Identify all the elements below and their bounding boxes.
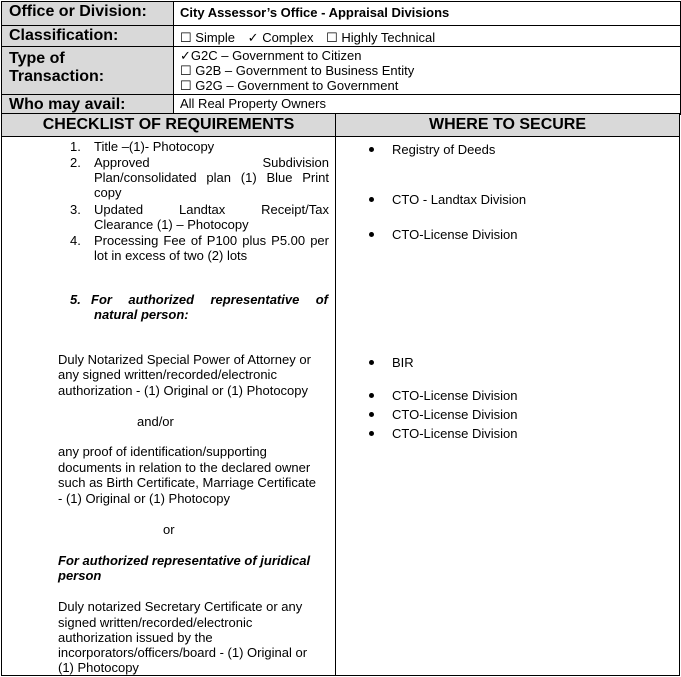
office-row	[2, 2, 681, 26]
where-item-6: CTO-License Division	[392, 407, 518, 422]
item5-number: 5.	[70, 292, 81, 307]
who-value: All Real Property Owners	[174, 95, 681, 115]
bullet-icon	[369, 197, 374, 202]
spa-line2: any signed written/recorded/electronic	[58, 367, 277, 382]
checkbox-empty-icon: ☐	[180, 30, 192, 45]
option-g2g-label: G2G – Government to Government	[195, 78, 399, 93]
checkmark-icon: ✓	[247, 30, 259, 45]
spa-line1: Duly Notarized Special Power of Attorney or	[58, 352, 311, 367]
where-item-2: CTO - Landtax Division	[392, 192, 527, 207]
option-g2c-label: G2C – Government to Citizen	[190, 48, 362, 63]
bullet-icon	[369, 393, 374, 398]
item1-text: Title –(1)- Photocopy	[94, 139, 215, 154]
classification-option-complex	[248, 30, 314, 45]
who-row	[2, 95, 681, 115]
option-g2b-label: G2B – Government to Business Entity	[195, 63, 415, 78]
proof-line1: any proof of identification/supporting	[58, 444, 267, 459]
secretary-line4: incorporators/officers/board - (1) Original or	[58, 645, 308, 660]
service-info-table	[1, 1, 681, 115]
transaction-option-g2b	[180, 63, 680, 78]
item3-line2: Clearance (1) – Photocopy	[94, 217, 249, 232]
bullet-icon	[369, 431, 374, 436]
proof-line2: documents in relation to the declared owner	[58, 460, 311, 475]
secretary-line1: Duly notarized Secretary Certificate or any	[58, 599, 303, 614]
classification-option-highly-technical	[326, 30, 435, 45]
transaction-label-line1: Type of	[9, 50, 65, 67]
item2-line1: Approved Subdivision	[94, 155, 329, 170]
proof-line3: such as Birth Certificate, Marriage Certificate	[58, 475, 316, 490]
item2-line3: copy	[94, 185, 122, 200]
transaction-option-g2c	[180, 48, 680, 63]
classification-options	[174, 26, 681, 47]
checklist-header: CHECKLIST OF REQUIREMENTS	[1, 113, 336, 137]
proof-line4: - (1) Original or (1) Photocopy	[58, 491, 230, 506]
transaction-option-g2g	[180, 78, 680, 93]
who-label: Who may avail:	[2, 95, 174, 115]
office-value: City Assessor’s Office - Appraisal Divisions	[174, 2, 681, 26]
item4-number: 4.	[70, 233, 81, 248]
transaction-label	[2, 47, 174, 95]
classification-row	[2, 26, 681, 47]
item2-number: 2.	[70, 155, 81, 170]
bullet-icon	[369, 412, 374, 417]
office-label: Office or Division:	[2, 2, 174, 26]
or-text: or	[163, 522, 175, 537]
transaction-row	[2, 47, 681, 95]
where-item-7: CTO-License Division	[392, 426, 518, 441]
item4-line2: lot in excess of two (2) lots	[94, 248, 248, 263]
option-highly-technical-label: Highly Technical	[341, 30, 436, 45]
item5-line1: For authorized representative of	[91, 292, 328, 307]
spa-line3: authorization - (1) Original or (1) Photocopy	[58, 383, 309, 398]
bullet-icon	[369, 147, 374, 152]
where-item-5: CTO-License Division	[392, 388, 518, 403]
secretary-line3: authorization issued by the	[58, 630, 213, 645]
transaction-label-line2: Transaction:	[9, 68, 105, 85]
where-column	[335, 136, 680, 676]
juridical-line2: person	[58, 568, 102, 583]
bullet-icon	[369, 232, 374, 237]
juridical-line1: For authorized representative of juridical	[58, 553, 311, 568]
classification-label: Classification:	[2, 26, 174, 47]
option-simple-label: Simple	[195, 30, 236, 45]
checkbox-empty-icon: ☐	[180, 63, 192, 78]
checkbox-empty-icon: ☐	[180, 78, 192, 93]
classification-option-simple	[180, 30, 235, 45]
where-header: WHERE TO SECURE	[335, 113, 680, 137]
secretary-line2: signed written/recorded/electronic	[58, 615, 253, 630]
checkmark-icon: ✓	[180, 48, 191, 63]
secretary-line5: (1) Photocopy	[58, 660, 139, 675]
transaction-options	[174, 47, 681, 95]
where-item-1: Registry of Deeds	[392, 142, 496, 157]
bullet-icon	[369, 360, 374, 365]
and-or-text: and/or	[137, 414, 174, 429]
item3-number: 3.	[70, 202, 81, 217]
item4-line1: Processing Fee of P100 plus P5.00 per	[94, 233, 329, 248]
option-complex-label: Complex	[262, 30, 314, 45]
item1-number: 1.	[70, 139, 81, 154]
checkbox-empty-icon: ☐	[326, 30, 338, 45]
where-item-3: CTO-License Division	[392, 227, 518, 242]
item2-line2: Plan/consolidated plan (1) Blue Print	[94, 170, 329, 185]
where-item-4: BIR	[392, 355, 414, 370]
item3-line1: Updated Landtax Receipt/Tax	[94, 202, 329, 217]
item5-line2: natural person:	[94, 307, 189, 322]
